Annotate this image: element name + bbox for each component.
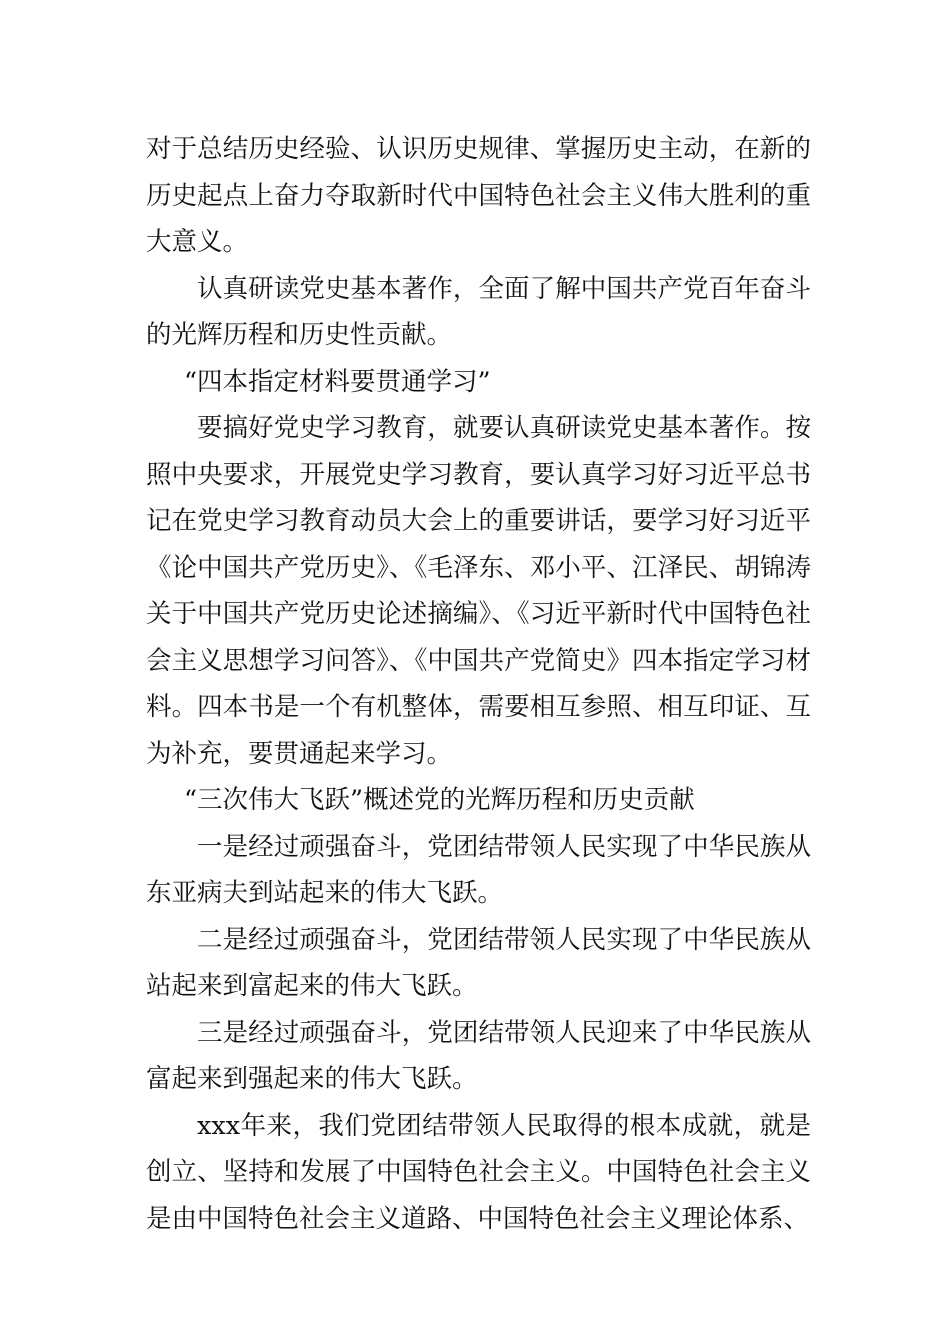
section-heading-four-materials: “四本指定材料要贯通学习”: [184, 366, 491, 397]
paragraph-leap-two: 二是经过顽强奋斗，党团结带领人民实现了中华民族从站起来到富起来的伟大飞跃。: [146, 924, 811, 1001]
paragraph-fundamental-achievement: xxx年来，我们党团结带领人民取得的根本成就，就是创立、坚持和发展了中国特色社会主义。中国特色社会主义是由中国特色社会主义道路、中国特色社会主义理论体系、: [146, 1110, 811, 1234]
paragraph-four-materials: 要搞好党史学习教育，就要认真研读党史基本著作。按照中央要求，开展党史学习教育，要认真学习好习近平总书记在党史学习教育动员大会上的重要讲话，要学习好习近平《论中国共产党历史》、《毛泽东、邓小平、江泽民、胡锦涛关于中国共产党历史论述摘编》、《习近平新时代中国特色社会主义思想学习问答》、《中国共产党简史》四本指定学习材料。四本书是一个有机整体，需要相互参照、相互印证、互为补充，要贯通起来学习。: [146, 413, 811, 769]
paragraph-study-works: 认真研读党史基本著作，全面了解中国共产党百年奋斗的光辉历程和历史性贡献。: [146, 273, 811, 350]
paragraph-leap-one: 一是经过顽强奋斗，党团结带领人民实现了中华民族从东亚病夫到站起来的伟大飞跃。: [146, 831, 811, 908]
document-body: [146, 126, 811, 1242]
paragraph-leap-three: 三是经过顽强奋斗，党团结带领人民迎来了中华民族从富起来到强起来的伟大飞跃。: [146, 1017, 811, 1094]
section-heading-three-leaps: “三次伟大飞跃”概述党的光辉历程和历史贡献: [184, 785, 695, 815]
paragraph-continuation: 对于总结历史经验、认识历史规律、掌握历史主动，在新的历史起点上奋力夺取新时代中国特色社会主义伟大胜利的重大意义。: [146, 134, 811, 257]
